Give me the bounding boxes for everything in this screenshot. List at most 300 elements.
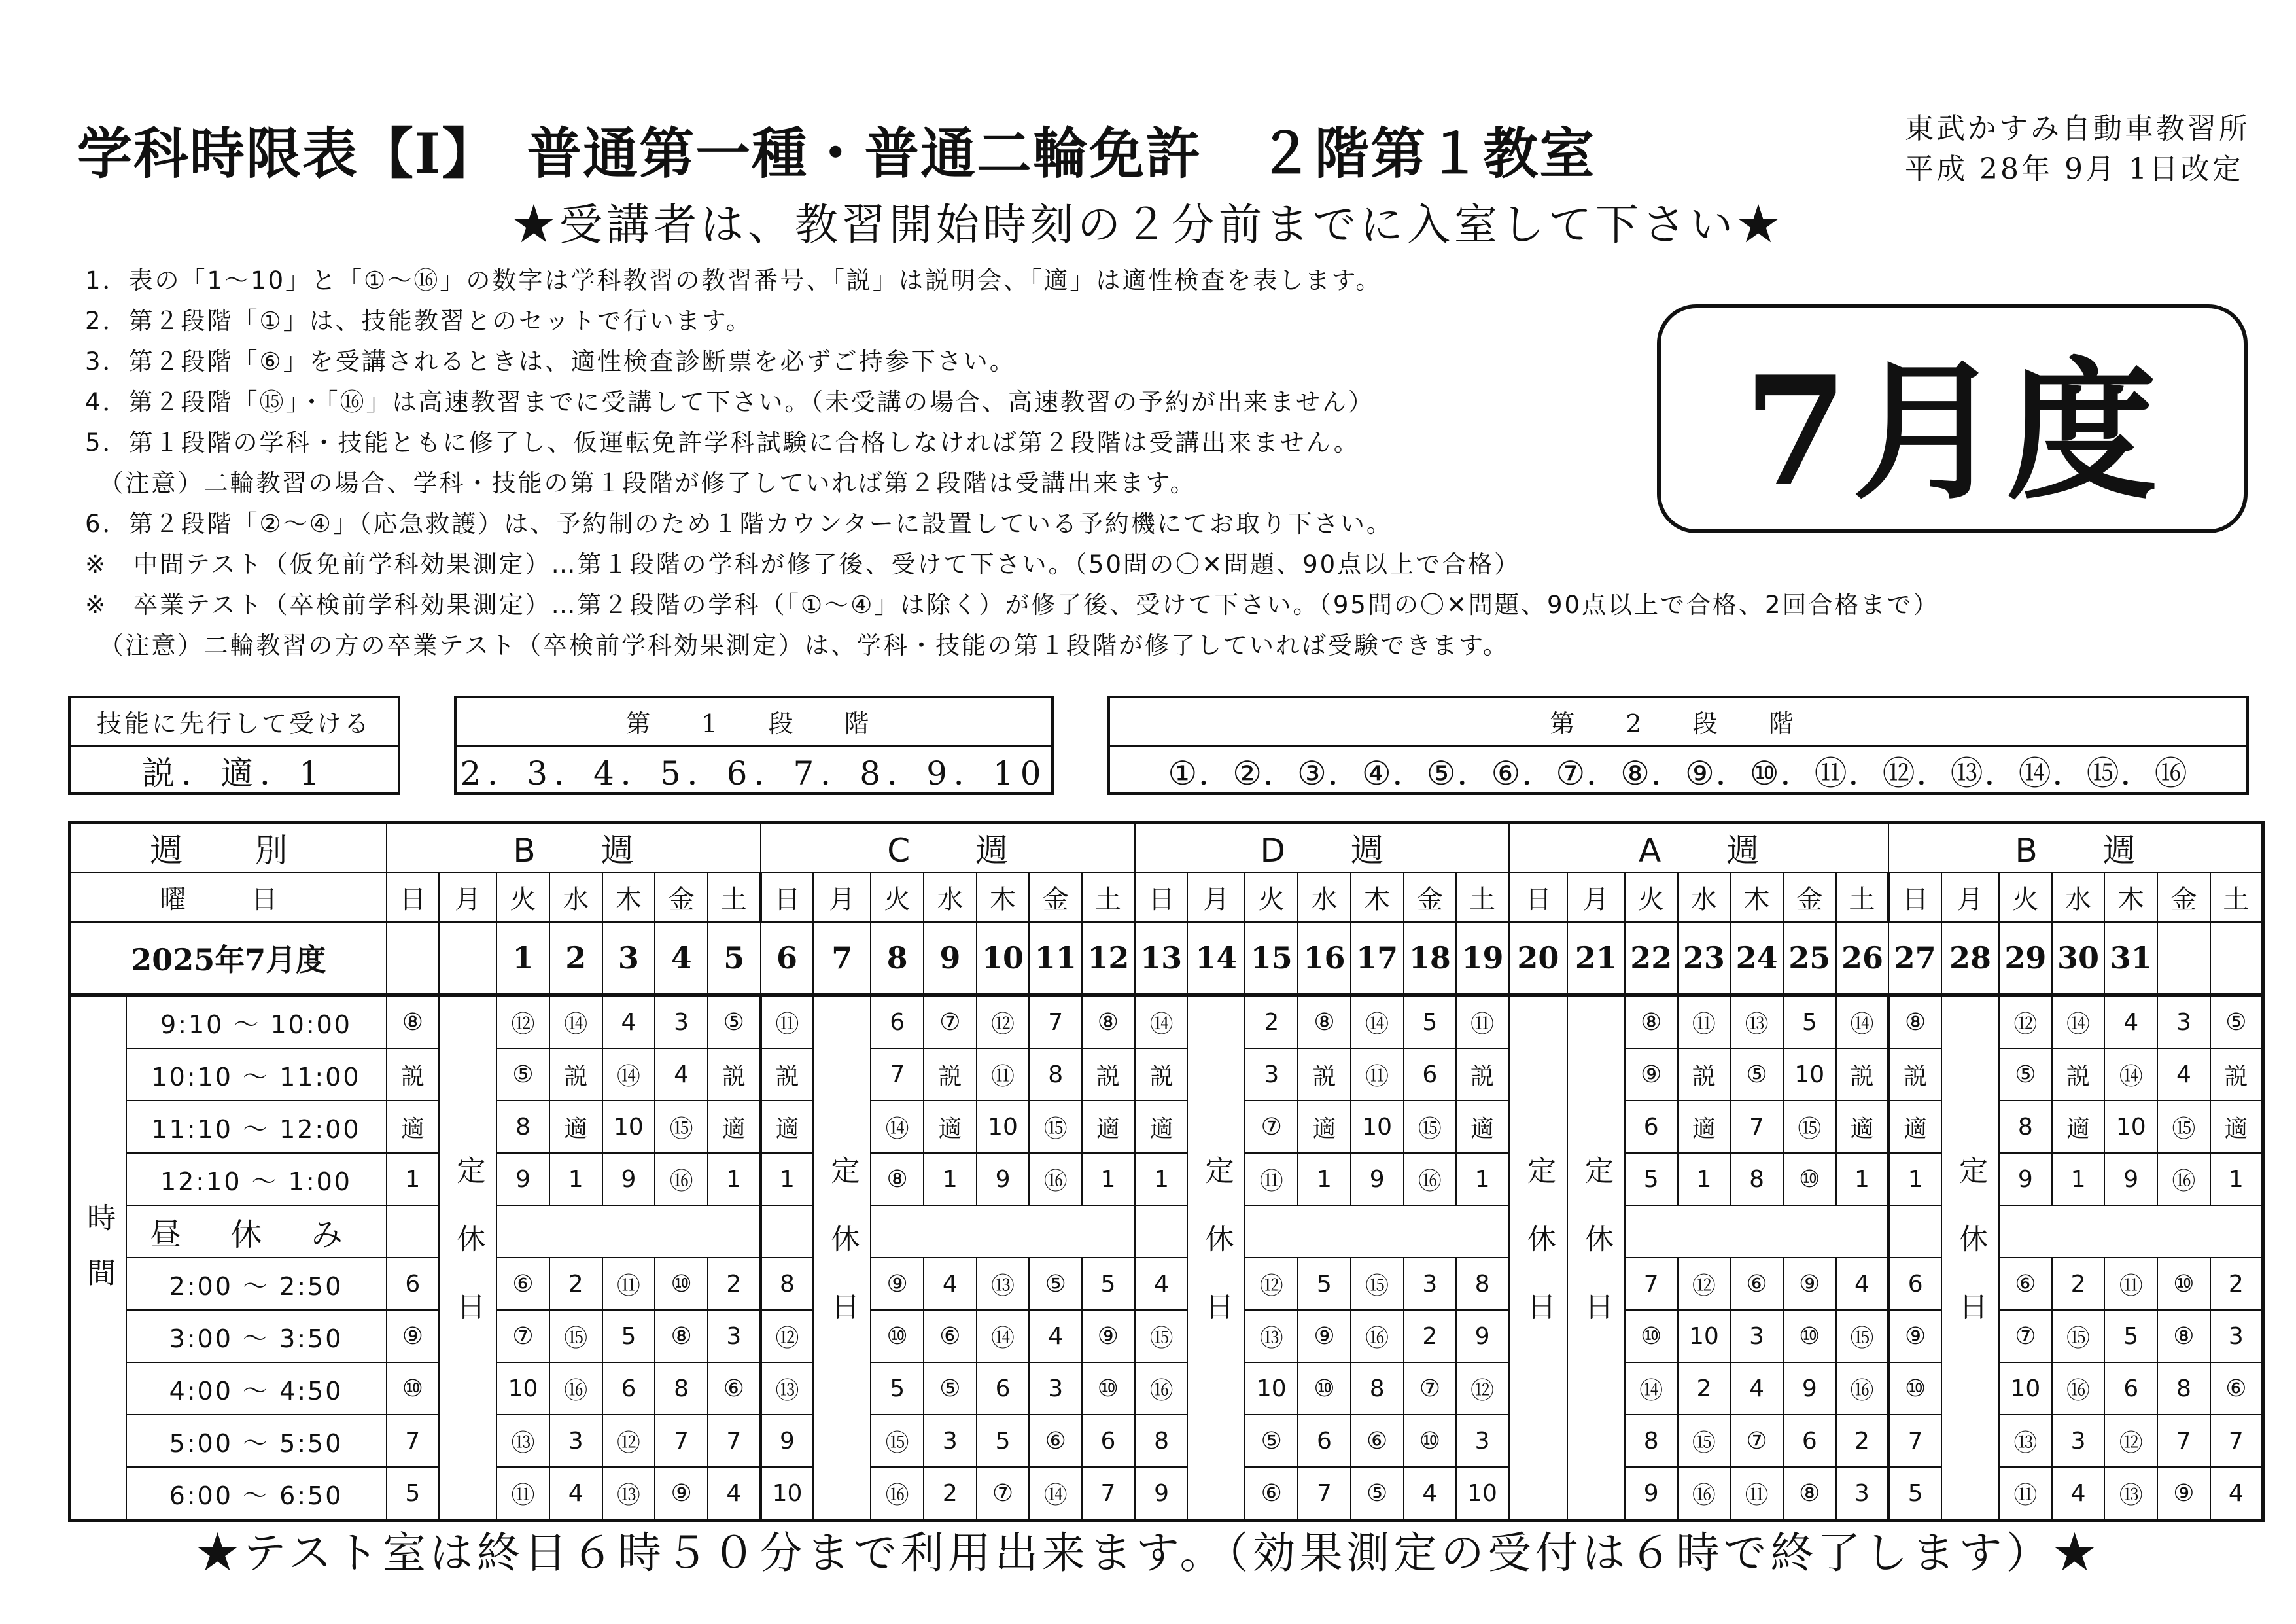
class-cell: ⑦ — [977, 1467, 1030, 1521]
class-cell: ⑨ — [871, 1258, 924, 1310]
class-cell: ⑮ — [871, 1415, 924, 1467]
note-line: 3．第２段階「⑥」を受講されるときは、適性検査診断票を必ずご持参下さい。 — [85, 347, 1016, 376]
pre-stage-box — [68, 696, 400, 795]
class-cell: 7 — [1298, 1467, 1351, 1521]
class-cell: 7 — [1625, 1258, 1678, 1310]
class-cell: 適 — [708, 1101, 761, 1153]
class-cell: ⑨ — [1888, 1310, 1941, 1362]
time-slot: 2:00 ～ 2:50 — [126, 1258, 387, 1310]
class-cell: 10 — [2104, 1101, 2157, 1153]
stage2-label: 第 2 段 階 — [1110, 698, 2246, 747]
class-cell: ⑧ — [871, 1153, 924, 1205]
class-cell: 2 — [924, 1467, 977, 1521]
day-of-week: 金 — [2157, 872, 2210, 922]
class-cell: ⑩ — [1082, 1362, 1135, 1415]
class-cell: 6 — [1298, 1415, 1351, 1467]
class-cell: 3 — [549, 1415, 602, 1467]
class-cell: 4 — [2157, 1048, 2210, 1101]
class-cell: 7 — [1082, 1467, 1135, 1521]
class-cell: 5 — [1783, 995, 1836, 1049]
class-cell: ⑩ — [1298, 1362, 1351, 1415]
class-cell: 説 — [1456, 1048, 1509, 1101]
class-cell: 説 — [1298, 1048, 1351, 1101]
class-cell: 説 — [387, 1048, 440, 1101]
class-cell: ⑥ — [2210, 1362, 2263, 1415]
class-cell: ⑭ — [871, 1101, 924, 1153]
class-cell: ⑮ — [549, 1310, 602, 1362]
class-cell: ⑮ — [1836, 1310, 1889, 1362]
date-cell: 12 — [1082, 922, 1135, 995]
class-cell: ⑬ — [496, 1415, 549, 1467]
class-cell: 適 — [1082, 1101, 1135, 1153]
day-of-week: 水 — [2052, 872, 2105, 922]
class-cell: ⑥ — [924, 1310, 977, 1362]
class-cell: 8 — [2157, 1362, 2210, 1415]
note-line: 6．第２段階「②～④」（応急救護）は、予約制のため１階カウンターに設置している予約機にてお取り下さい。 — [85, 510, 1393, 538]
class-cell: 9 — [1625, 1467, 1678, 1521]
day-of-week: 火 — [1999, 872, 2052, 922]
date-cell: 24 — [1730, 922, 1783, 995]
day-of-week: 火 — [871, 872, 924, 922]
lunch-cell — [761, 1205, 814, 1258]
class-cell: ⑦ — [496, 1310, 549, 1362]
class-cell: ⑫ — [496, 995, 549, 1049]
class-cell: 1 — [1298, 1153, 1351, 1205]
date-cell: 10 — [977, 922, 1030, 995]
class-cell: ⑯ — [1351, 1310, 1404, 1362]
class-cell: 2 — [1678, 1362, 1731, 1415]
time-slot: 12:10 ～ 1:00 — [126, 1153, 387, 1205]
class-cell: ⑯ — [549, 1362, 602, 1415]
date-cell: 4 — [655, 922, 708, 995]
class-cell: ⑨ — [1625, 1048, 1678, 1101]
month-badge: 7月度 — [1657, 304, 2248, 533]
class-cell: ⑨ — [1298, 1310, 1351, 1362]
class-cell: ⑭ — [977, 1310, 1030, 1362]
class-cell: ⑥ — [1351, 1415, 1404, 1467]
class-cell: 4 — [602, 995, 655, 1049]
class-cell: 10 — [1245, 1362, 1298, 1415]
class-cell: ⑦ — [1404, 1362, 1457, 1415]
class-cell: ⑦ — [1730, 1415, 1783, 1467]
class-cell: ⑥ — [1730, 1258, 1783, 1310]
class-cell: ⑭ — [2052, 995, 2105, 1049]
class-cell: ⑧ — [1625, 995, 1678, 1049]
lunch-cell — [1888, 1205, 1941, 1258]
class-cell: 適 — [1836, 1101, 1889, 1153]
class-cell: ⑧ — [1888, 995, 1941, 1049]
class-cell: ⑧ — [2157, 1310, 2210, 1362]
class-cell: 4 — [549, 1467, 602, 1521]
class-cell: 9 — [1351, 1153, 1404, 1205]
class-cell: ⑦ — [1999, 1310, 2052, 1362]
day-of-week: 日 — [1135, 872, 1188, 922]
note-line: 1．表の「1～10」と「①～⑯」の数字は学科教習の教習番号、「説」は説明会、「適」は適性検査を表します。 — [85, 266, 1382, 294]
class-cell: 1 — [549, 1153, 602, 1205]
class-cell: ⑤ — [924, 1362, 977, 1415]
class-cell: ⑭ — [549, 995, 602, 1049]
date-cell: 25 — [1783, 922, 1836, 995]
class-cell: 1 — [924, 1153, 977, 1205]
note-line: ※ 卒業テスト（卒検前学科効果測定）…第２段階の学科（「①～④」は除く）が修了後、受けて下さい。（95問の〇✕問題、90点以上で合格、2回合格まで） — [85, 591, 1939, 619]
day-of-week: 土 — [1836, 872, 1889, 922]
week-header: B 週 — [387, 823, 761, 873]
class-cell: 6 — [1404, 1048, 1457, 1101]
class-cell: ⑮ — [1678, 1415, 1731, 1467]
class-cell: 4 — [655, 1048, 708, 1101]
class-cell: 8 — [1730, 1153, 1783, 1205]
day-of-week: 金 — [655, 872, 708, 922]
date-cell: 5 — [708, 922, 761, 995]
class-cell: 説 — [1135, 1048, 1188, 1101]
class-cell: ⑥ — [1245, 1467, 1298, 1521]
class-cell: ⑤ — [1999, 1048, 2052, 1101]
class-cell: 説 — [708, 1048, 761, 1101]
date-cell: 2 — [549, 922, 602, 995]
date-cell — [439, 922, 496, 995]
class-cell: 5 — [1298, 1258, 1351, 1310]
day-of-week: 日 — [1509, 872, 1567, 922]
lunch-cell — [496, 1205, 760, 1258]
class-cell: 5 — [1888, 1467, 1941, 1521]
class-cell: 2 — [1836, 1415, 1889, 1467]
class-cell: 適 — [549, 1101, 602, 1153]
day-of-week: 木 — [2104, 872, 2157, 922]
class-cell: 10 — [496, 1362, 549, 1415]
class-cell: 4 — [1029, 1310, 1082, 1362]
class-cell: ⑦ — [924, 995, 977, 1049]
class-cell: 1 — [2210, 1153, 2263, 1205]
class-cell: 4 — [924, 1258, 977, 1310]
class-cell: 適 — [1298, 1101, 1351, 1153]
day-of-week: 金 — [1404, 872, 1457, 922]
class-cell: 説 — [761, 1048, 814, 1101]
dow-header-label: 曜 日 — [70, 872, 387, 922]
date-cell — [2157, 922, 2210, 995]
class-cell: ⑮ — [2157, 1101, 2210, 1153]
class-cell: ⑧ — [1783, 1467, 1836, 1521]
note-line: 4．第２段階「⑮」・「⑯」は高速教習までに受講して下さい。（未受講の場合、高速教習の予約が出来ません） — [85, 388, 1375, 416]
class-cell: ⑥ — [1999, 1258, 2052, 1310]
class-cell: 3 — [1730, 1310, 1783, 1362]
class-cell: 適 — [2210, 1101, 2263, 1153]
pre-stage-items: 説．適．1 — [142, 754, 326, 792]
class-cell: 9 — [602, 1153, 655, 1205]
class-cell: ⑪ — [761, 995, 814, 1049]
subtitle: ★受講者は、教習開始時刻の２分前までに入室して下さい★ — [512, 200, 1784, 250]
class-cell: ⑧ — [1082, 995, 1135, 1049]
class-cell: ⑪ — [602, 1258, 655, 1310]
day-of-week: 水 — [1678, 872, 1731, 922]
class-cell: 3 — [2210, 1310, 2263, 1362]
class-cell: 2 — [1245, 995, 1298, 1049]
class-cell: 適 — [1888, 1101, 1941, 1153]
lunch-cell — [387, 1205, 440, 1258]
class-cell: 4 — [1404, 1467, 1457, 1521]
closed-day-monday: 定休日 — [813, 995, 871, 1521]
note-line: （注意）二輪教習の方の卒業テスト（卒検前学科効果測定）は、学科・技能の第１段階が修了していれば受験できます。 — [85, 631, 1510, 660]
class-cell: 3 — [655, 995, 708, 1049]
lunch-cell — [1245, 1205, 1508, 1258]
class-cell: ⑩ — [387, 1362, 440, 1415]
class-cell: 8 — [1456, 1258, 1509, 1310]
day-of-week: 日 — [387, 872, 440, 922]
stage1-items: 2．3．4．5．6．7．8．9．10 — [460, 754, 1048, 792]
class-cell: ⑥ — [496, 1258, 549, 1310]
class-cell: 9 — [2104, 1153, 2157, 1205]
class-cell: ⑭ — [1135, 995, 1188, 1049]
class-cell: ⑫ — [1678, 1258, 1731, 1310]
date-cell: 31 — [2104, 922, 2157, 995]
date-cell: 13 — [1135, 922, 1188, 995]
class-cell: ⑬ — [1245, 1310, 1298, 1362]
class-cell: ⑯ — [655, 1153, 708, 1205]
date-cell: 29 — [1999, 922, 2052, 995]
class-cell: ⑯ — [1029, 1153, 1082, 1205]
class-cell: ⑨ — [387, 1310, 440, 1362]
class-cell: ⑫ — [602, 1415, 655, 1467]
class-cell: ⑯ — [2157, 1153, 2210, 1205]
class-cell: 7 — [1029, 995, 1082, 1049]
class-cell: ⑭ — [1029, 1467, 1082, 1521]
class-cell: ⑧ — [1298, 995, 1351, 1049]
class-cell: 10 — [1999, 1362, 2052, 1415]
class-cell: ⑪ — [1351, 1048, 1404, 1101]
class-cell: 5 — [1082, 1258, 1135, 1310]
date-cell: 17 — [1351, 922, 1404, 995]
school-info — [1905, 109, 2250, 190]
closed-day-monday: 定休日 — [1567, 995, 1625, 1521]
class-cell: 適 — [761, 1101, 814, 1153]
class-cell: ⑬ — [1999, 1415, 2052, 1467]
class-cell: ⑬ — [602, 1467, 655, 1521]
class-cell: ⑯ — [2052, 1362, 2105, 1415]
class-cell: 8 — [655, 1362, 708, 1415]
class-cell: 6 — [602, 1362, 655, 1415]
class-cell: ⑫ — [977, 995, 1030, 1049]
class-cell: 10 — [761, 1467, 814, 1521]
date-cell: 14 — [1187, 922, 1245, 995]
class-cell: 5 — [2104, 1310, 2157, 1362]
class-cell: ⑩ — [655, 1258, 708, 1310]
class-cell: ⑪ — [977, 1048, 1030, 1101]
day-of-week: 金 — [1783, 872, 1836, 922]
time-slot: 3:00 ～ 3:50 — [126, 1310, 387, 1362]
class-cell: 9 — [1135, 1467, 1188, 1521]
class-cell: 7 — [387, 1415, 440, 1467]
date-cell: 22 — [1625, 922, 1678, 995]
class-cell: 3 — [1836, 1467, 1889, 1521]
class-cell: ⑯ — [1836, 1362, 1889, 1415]
class-cell: 説 — [924, 1048, 977, 1101]
day-of-week: 土 — [1082, 872, 1135, 922]
date-cell: 9 — [924, 922, 977, 995]
class-cell: 説 — [2052, 1048, 2105, 1101]
class-cell: ⑩ — [2157, 1258, 2210, 1310]
stage1-box — [454, 696, 1054, 795]
class-cell: 6 — [871, 995, 924, 1049]
class-cell: ⑪ — [2104, 1258, 2157, 1310]
time-label: 時間 — [70, 995, 126, 1521]
note-line: ※ 中間テスト（仮免前学科効果測定）…第１段階の学科が修了後、受けて下さい。（50問の〇✕問題、90点以上で合格） — [85, 550, 1521, 578]
day-of-week: 火 — [1625, 872, 1678, 922]
week-header: C 週 — [761, 823, 1135, 873]
class-cell: 4 — [2052, 1467, 2105, 1521]
class-cell: 9 — [1456, 1310, 1509, 1362]
class-cell: 3 — [1029, 1362, 1082, 1415]
class-cell: 説 — [549, 1048, 602, 1101]
class-cell: 5 — [871, 1362, 924, 1415]
class-cell: 10 — [1351, 1101, 1404, 1153]
day-of-week: 木 — [602, 872, 655, 922]
lunch-cell — [871, 1205, 1134, 1258]
time-slot: 6:00 ～ 6:50 — [126, 1467, 387, 1521]
day-of-week: 日 — [1888, 872, 1941, 922]
class-cell: ⑮ — [2052, 1310, 2105, 1362]
class-cell: ⑩ — [871, 1310, 924, 1362]
class-cell: ⑬ — [1730, 995, 1783, 1049]
date-cell: 30 — [2052, 922, 2105, 995]
note-line: （注意）二輪教習の場合、学科・技能の第１段階が修了していれば第２段階は受講出来ます。 — [85, 469, 1196, 497]
class-cell: ⑥ — [1029, 1415, 1082, 1467]
month-label: 2025年7月度 — [70, 922, 387, 995]
class-cell: 1 — [1135, 1153, 1188, 1205]
class-cell: 6 — [977, 1362, 1030, 1415]
class-cell: 10 — [1783, 1048, 1836, 1101]
class-cell: ⑫ — [1456, 1362, 1509, 1415]
class-cell: 3 — [1245, 1048, 1298, 1101]
class-cell: ⑪ — [1999, 1467, 2052, 1521]
closed-day-monday: 定休日 — [1187, 995, 1245, 1521]
class-cell: ⑫ — [1999, 995, 2052, 1049]
class-cell: 説 — [1888, 1048, 1941, 1101]
class-cell: ⑬ — [2104, 1467, 2157, 1521]
class-cell: 4 — [2104, 995, 2157, 1049]
class-cell: 適 — [1678, 1101, 1731, 1153]
class-cell: 7 — [2210, 1415, 2263, 1467]
class-cell: 8 — [496, 1101, 549, 1153]
date-cell — [2210, 922, 2263, 995]
closed-day-sunday: 定休日 — [1509, 995, 1567, 1521]
class-cell: 2 — [1404, 1310, 1457, 1362]
date-cell: 16 — [1298, 922, 1351, 995]
class-cell: ⑤ — [1029, 1258, 1082, 1310]
note-line: 2．第２段階「①」は、技能教習とのセットで行います。 — [85, 307, 752, 335]
class-cell: ⑩ — [1783, 1153, 1836, 1205]
class-cell: ⑤ — [1245, 1415, 1298, 1467]
class-cell: 5 — [977, 1415, 1030, 1467]
class-cell: ⑫ — [761, 1310, 814, 1362]
class-cell: 8 — [1999, 1101, 2052, 1153]
date-cell: 6 — [761, 922, 814, 995]
class-cell: ⑬ — [977, 1258, 1030, 1310]
class-cell: 1 — [708, 1153, 761, 1205]
class-cell: 8 — [761, 1258, 814, 1310]
class-cell: 1 — [1836, 1153, 1889, 1205]
class-cell: 8 — [1625, 1415, 1678, 1467]
day-of-week: 水 — [1298, 872, 1351, 922]
class-cell: 9 — [977, 1153, 1030, 1205]
page-title: 学科時限表【Ⅰ】 普通第一種・普通二輪免許 ２階第１教室 — [77, 121, 1596, 186]
class-cell: ⑮ — [1783, 1101, 1836, 1153]
time-slot: 5:00 ～ 5:50 — [126, 1415, 387, 1467]
date-cell: 28 — [1941, 922, 1999, 995]
class-cell: ⑤ — [2210, 995, 2263, 1049]
class-cell: 6 — [2104, 1362, 2157, 1415]
revision-date: 平成 28年 9月 1日改定 — [1905, 152, 2244, 186]
class-cell: 3 — [708, 1310, 761, 1362]
footer-note: ★テスト室は終日６時５０分まで利用出来ます。（効果測定の受付は６時で終了します）★ — [196, 1528, 2100, 1578]
class-cell: ⑯ — [1404, 1153, 1457, 1205]
time-slot: 11:10 ～ 12:00 — [126, 1101, 387, 1153]
date-cell: 11 — [1029, 922, 1082, 995]
class-cell: 5 — [1404, 995, 1457, 1049]
day-of-week: 木 — [1730, 872, 1783, 922]
class-cell: 3 — [2157, 995, 2210, 1049]
date-cell: 7 — [813, 922, 871, 995]
class-cell: ⑨ — [1082, 1310, 1135, 1362]
class-cell: ⑯ — [1678, 1467, 1731, 1521]
class-cell: 2 — [2210, 1258, 2263, 1310]
class-cell: ⑮ — [1404, 1101, 1457, 1153]
class-cell: 適 — [2052, 1101, 2105, 1153]
class-cell: ⑩ — [1888, 1362, 1941, 1415]
day-of-week: 月 — [1567, 872, 1625, 922]
class-cell: ⑭ — [1836, 995, 1889, 1049]
class-cell: 1 — [1678, 1153, 1731, 1205]
class-cell: 5 — [387, 1467, 440, 1521]
day-of-week: 月 — [439, 872, 496, 922]
class-cell: ⑦ — [1245, 1101, 1298, 1153]
class-cell: ⑤ — [1730, 1048, 1783, 1101]
time-slot: 9:10 ～ 10:00 — [126, 995, 387, 1049]
class-cell: 適 — [924, 1101, 977, 1153]
week-header: D 週 — [1135, 823, 1509, 873]
stage1-label: 第 1 段 階 — [457, 698, 1051, 747]
class-cell: 2 — [2052, 1258, 2105, 1310]
class-cell: ⑭ — [2104, 1048, 2157, 1101]
date-cell: 23 — [1678, 922, 1731, 995]
class-cell: 10 — [1678, 1310, 1731, 1362]
date-cell: 1 — [496, 922, 549, 995]
stage2-items: ①．②．③．④．⑤．⑥．⑦．⑧．⑨．⑩．⑪．⑫．⑬．⑭．⑮．⑯ — [1168, 754, 2189, 792]
school-name: 東武かすみ自動車教習所 — [1905, 112, 2250, 145]
time-slot: 10:10 ～ 11:00 — [126, 1048, 387, 1101]
day-of-week: 水 — [924, 872, 977, 922]
class-cell: 1 — [1082, 1153, 1135, 1205]
class-cell: 5 — [1625, 1153, 1678, 1205]
class-cell: ⑫ — [2104, 1415, 2157, 1467]
class-cell: 説 — [2210, 1048, 2263, 1101]
class-cell: 適 — [1456, 1101, 1509, 1153]
class-cell: 7 — [708, 1415, 761, 1467]
class-cell: ⑨ — [2157, 1467, 2210, 1521]
class-cell: ⑤ — [496, 1048, 549, 1101]
class-cell: ⑮ — [1029, 1101, 1082, 1153]
class-cell: 9 — [1999, 1153, 2052, 1205]
class-cell: 4 — [1135, 1258, 1188, 1310]
date-cell: 19 — [1456, 922, 1509, 995]
class-cell: 9 — [1783, 1362, 1836, 1415]
class-cell: 1 — [761, 1153, 814, 1205]
date-cell — [387, 922, 440, 995]
class-cell: 9 — [761, 1415, 814, 1467]
day-of-week: 木 — [977, 872, 1030, 922]
day-of-week: 月 — [813, 872, 871, 922]
class-cell: ⑮ — [1351, 1258, 1404, 1310]
class-cell: 3 — [924, 1415, 977, 1467]
class-cell: ⑬ — [761, 1362, 814, 1415]
